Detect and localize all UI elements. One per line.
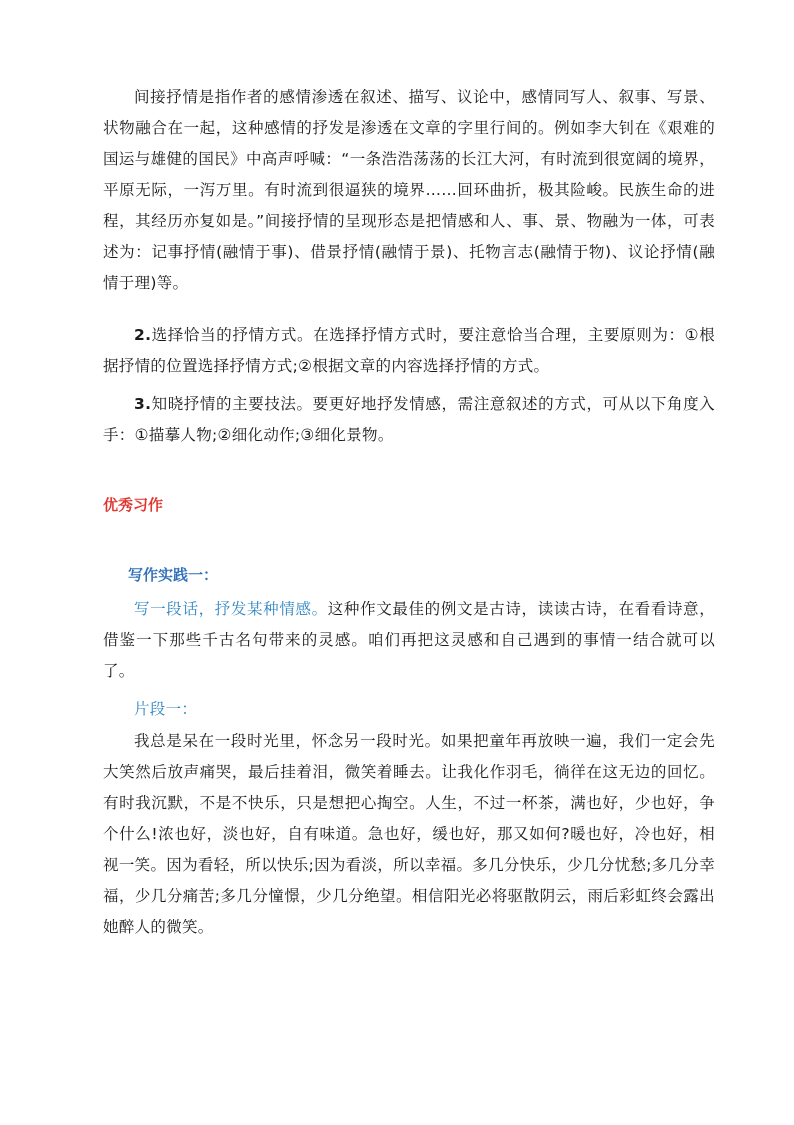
practice-title: 写作实践一： [128, 566, 219, 584]
point-3-number: 3. [134, 395, 152, 413]
indirect-lyric-paragraph [103, 82, 715, 299]
fragment-text: 我总是呆在一段时光里，怀念另一段时光。如果把童年再放映一遍，我们一定会先大笑然后放声痛哭，最后挂着泪，微笑着睡去。让我化作羽毛，徜徉在这无边的回忆。有时我沉默，不是不快乐，只是想把心掏空。人生，不过一杯茶，满也好，少也好，争个什么!浓也好，淡也好，自有味道。急也好，缓也好，那又如何?暖也好，冷也好，相视一笑。因为看轻，所以快乐;因为看淡，所以幸福。多几分快乐，少几分忧愁;多几分幸福，少几分痛苦;多几分憧憬，少几分绝望。相信阳光必将驱散阴云，雨后彩虹终会露出她醉人的微笑。 [103, 732, 715, 936]
practice-prompt-highlight: 写一段话，抒发某种情感。 [134, 600, 328, 618]
fragment-label: 片段一： [134, 700, 198, 718]
fragment-paragraph [103, 726, 715, 943]
practice-prompt-rest: 这种作文最佳的例文是古诗，读读古诗，在看看诗意，借鉴一下那些千古名句带来的灵感。咱们再把这灵感和自己遇到的事情一结合就可以了。 [103, 600, 715, 680]
practice-prompt-paragraph [103, 594, 715, 687]
indirect-lyric-text: 间接抒情是指作者的感情渗透在叙述、描写、议论中，感情同写人、叙事、写景、状物融合在一起，这种感情的抒发是渗透在文章的字里行间的。例如李大钊在《艰难的国运与雄健的国民》中高声呼喊：“一条浩浩荡荡的长江大河，有时流到很宽阔的境界，平原无际，一泻万里。有时流到很逼狭的境界……回环曲折，极其险峻。民族生命的进程，其经历亦复如是。”间接抒情的呈现形态是把情感和人、事、景、物融为一体，可表述为：记事抒情(融情于事)、借景抒情(融情于景)、托物言志(融情于物)、议论抒情(融情于理)等。 [103, 88, 715, 292]
point-3-paragraph [103, 389, 715, 451]
point-2-number: 2. [134, 326, 152, 344]
section-title: 优秀习作 [103, 496, 164, 514]
point-2-text: 选择恰当的抒情方式。在选择抒情方式时，要注意恰当合理，主要原则为：①根据抒情的位置选择抒情方式;②根据文章的内容选择抒情的方式。 [103, 326, 715, 375]
point-2-paragraph [103, 320, 715, 382]
point-3-text: 知晓抒情的主要技法。要更好地抒发情感，需注意叙述的方式，可从以下角度入手：①描摹人物;②细化动作;③细化景物。 [103, 395, 715, 444]
